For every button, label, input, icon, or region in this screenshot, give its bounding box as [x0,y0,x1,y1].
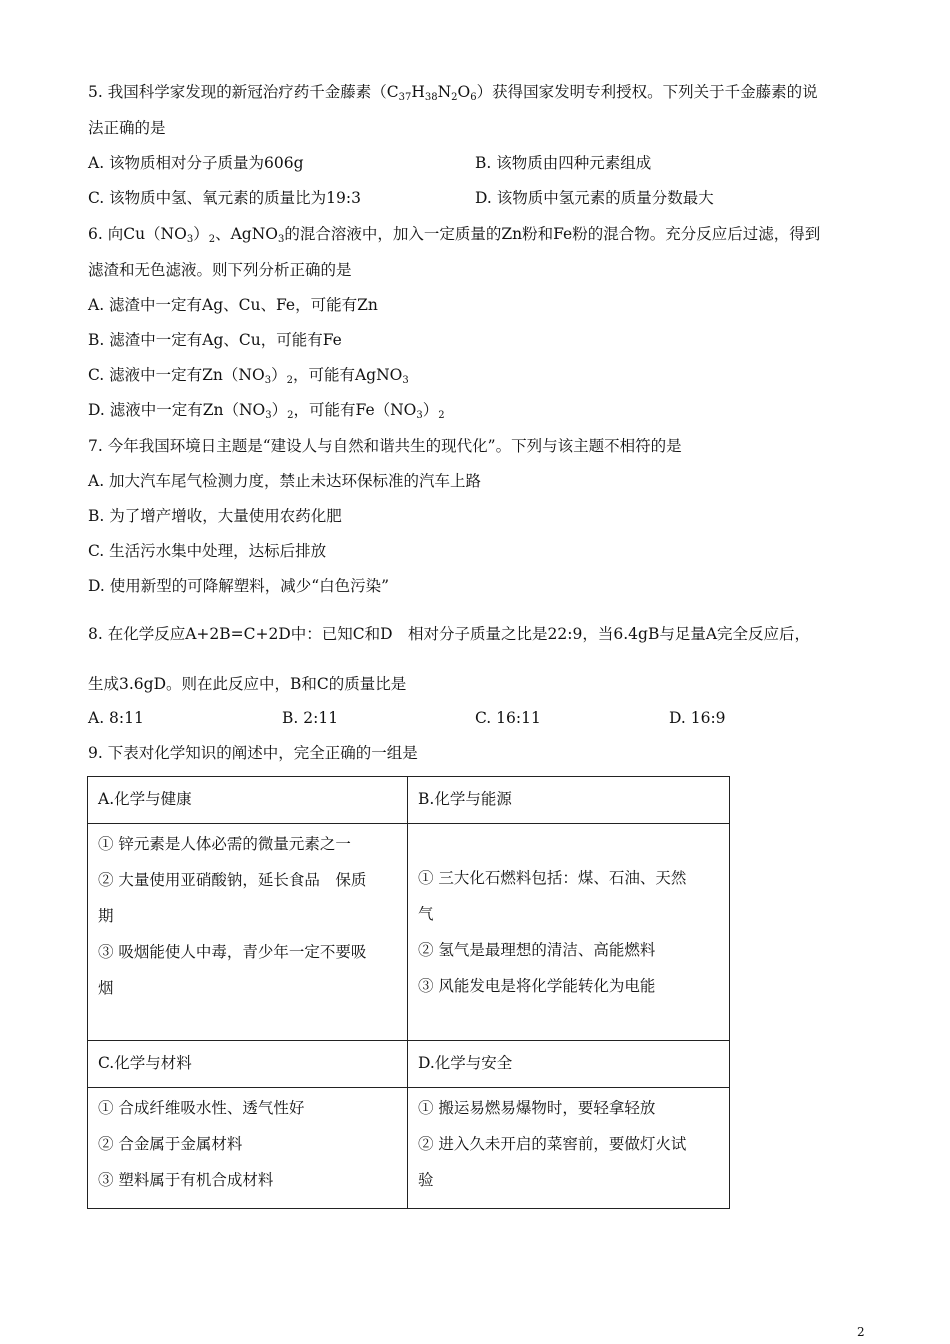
q8-stem-line2: 生成3.6gD。则在此反应中，B和C的质量比是 [88,675,407,693]
q6-option-b: B. 滤渣中一定有Ag、Cu，可能有Fe [88,331,342,349]
b-item-1: ① 三大化石燃料包括：煤、石油、天然 [418,869,687,887]
q7-option-b: B. 为了增产增收，大量使用农药化肥 [88,507,342,525]
table-header-b: B.化学与能源 [408,777,730,824]
b-item-2: ② 氢气是最理想的清洁、高能燃料 [418,941,656,959]
c-item-1: ① 合成纤维吸水性、透气性好 [98,1099,305,1117]
a-item-1: ① 锌元素是人体必需的微量元素之一 [98,835,351,853]
page-number: 2 [857,1325,865,1339]
q5-option-a: A. 该物质相对分子质量为606g [88,154,304,172]
table-header-d: D.化学与安全 [408,1041,730,1088]
b-item-3: ③ 风能发电是将化学能转化为电能 [418,977,656,995]
table-cell-c [88,1088,408,1209]
q6-option-c: C. 滤液中一定有$Zn(NO_3)_2$，可能有AgNO$_3$ [88,366,409,386]
d-item-2-cont: 验 [418,1171,434,1189]
q8-stem: 8. 在化学反应A+2B=C+2D中：已知C和D 相对分子质量之比是22:9，当6.4gB与足量A完全反应后， [88,625,811,643]
q5-option-c: C. 该物质中氢、氧元素的质量比为19:3 [88,189,361,207]
q6-stem-line2: 滤渣和无色滤液。则下列分析正确的是 [88,261,352,279]
q6-stem: 6. 向$Cu(NO_3)_2$、AgNO$_3$的混合溶液中，加入一定质量的Zn粉和Fe粉的混合物。充分反应后过滤，得到 [88,225,821,245]
knowledge-table [87,776,730,1209]
d-item-1: ① 搬运易燃易爆物时，要轻拿轻放 [418,1099,656,1117]
q7-stem: 7. 今年我国环境日主题是“建设人与自然和谐共生的现代化”。下列与该主题不相符的是 [88,437,682,455]
q7-option-c: C. 生活污水集中处理，达标后排放 [88,542,327,560]
q5-stem-line2: 法正确的是 [88,119,166,137]
q6-option-d: D. 滤液中一定有$Zn(NO_3)_2$，可能有$Fe(NO_3)_2$ [88,401,445,421]
q8-option-c: C. 16:11 [475,709,541,727]
q8-option-a: A. 8:11 [88,709,144,727]
c-item-2: ② 合金属于金属材料 [98,1135,243,1153]
table-cell-a [88,824,408,1041]
table-header-a: A.化学与健康 [88,777,408,824]
q9-stem: 9. 下表对化学知识的阐述中，完全正确的一组是 [88,744,418,762]
q8-option-b: B. 2:11 [282,709,339,727]
b-item-1-cont: 气 [418,905,434,923]
d-item-2: ② 进入久未开启的菜窖前，要做灯火试 [418,1135,687,1153]
table-cell-b [408,824,730,1041]
q5-option-b: B. 该物质由四种元素组成 [475,154,652,172]
q7-option-d: D. 使用新型的可降解塑料，减少“白色污染” [88,577,390,595]
a-item-2: ② 大量使用亚硝酸钠，延长食品 保质 [98,871,367,889]
q5-option-d: D. 该物质中氢元素的质量分数最大 [475,189,714,207]
table-header-c: C.化学与材料 [88,1041,408,1088]
a-item-3-cont: 烟 [98,979,114,997]
q7-option-a: A. 加大汽车尾气检测力度，禁止未达环保标准的汽车上路 [88,472,482,490]
q6-option-a: A. 滤渣中一定有Ag、Cu、Fe，可能有Zn [88,296,378,314]
a-item-3: ③ 吸烟能使人中毒，青少年一定不要吸 [98,943,367,961]
c-item-3: ③ 塑料属于有机合成材料 [98,1171,274,1189]
a-item-2-cont: 期 [98,907,114,925]
q8-option-d: D. 16:9 [669,709,726,727]
table-cell-d [408,1088,730,1209]
q5-stem: 5. 我国科学家发现的新冠治疗药千金藤素$(C_{37}H_{38}N_2O_6)$获得国家发明专利授权。下列关于千金藤素的说 [88,83,818,103]
